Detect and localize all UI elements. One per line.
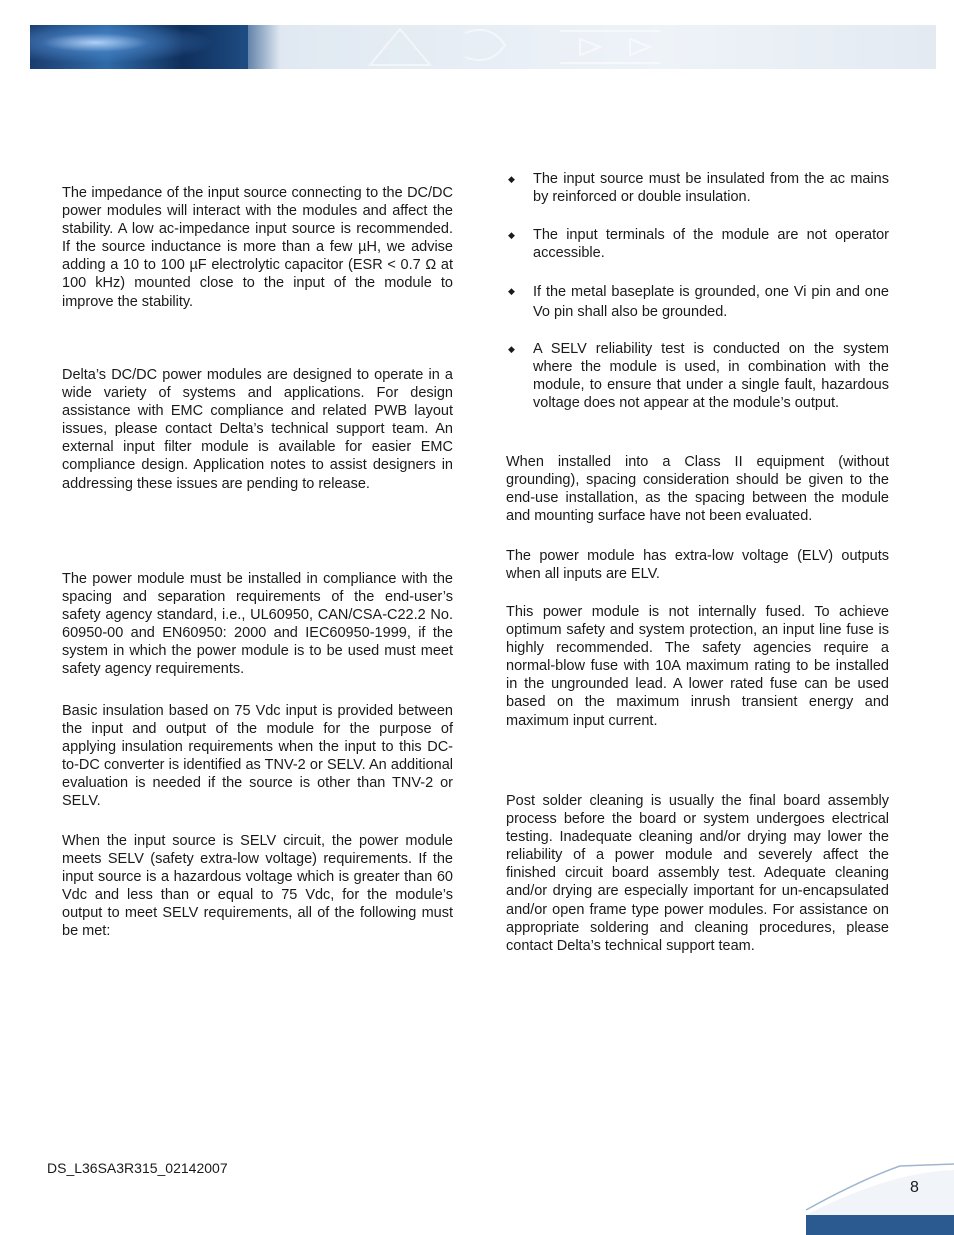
banner-fade [240, 25, 280, 69]
header-banner [30, 25, 936, 69]
bullet-text: A SELV reliability test is conducted on the system where the module is used, in combination with the module, to ensure that under a single fault, hazardous voltage does not appear at the module’s output. [533, 341, 889, 412]
class-ii-paragraph: When installed into a Class II equipment (without grounding), spacing consideration should be given to the end-use installation, as the spacing between the module and mounting surface have not been evaluated. [506, 454, 889, 525]
list-item [506, 170, 889, 206]
bullet-text: The input terminals of the module are not operator accessible. [533, 227, 889, 262]
elv-paragraph: The power module has extra-low voltage (ELV) outputs when all inputs are ELV. [506, 548, 889, 583]
bullet-icon: ◆ [508, 344, 515, 354]
bullet-icon: ◆ [508, 230, 515, 240]
list-item [506, 282, 889, 322]
cleaning-paragraph: Post solder cleaning is usually the final board assembly process before the board or system undergoes electrical testing. Inadequate cleaning and/or drying may lower the reliability of a power module and severely affect the finished circuit board assembly test. Adequate cleaning and/or drying are especially important for un-encapsulated and/or open frame type power modules. For assistance on appropriate soldering and cleaning procedures, please contact Delta’s technical support team. [506, 793, 889, 954]
fuse-paragraph: This power module is not internally fused. To achieve optimum safety and system protection, an input line fuse is highly recommended. The safety agencies require a normal-blow fuse with 10A maximum rating to be installed in the ungrounded lead. A lower rated fuse can be used based on the maximum inrush transient energy and maximum input current. [506, 604, 889, 729]
list-item [506, 340, 889, 412]
emc-paragraph: Delta’s DC/DC power modules are designed to operate in a wide variety of systems and applications. For design assistance with EMC compliance and related PWB layout issues, please contact Delta’s technical support team. An external input filter module is available for easier EMC compliance design. Application notes to assist designers in addressing these issues are pending to release. [62, 367, 453, 492]
bullet-icon: ◆ [508, 286, 515, 296]
banner-photo [30, 25, 248, 69]
corner-swoosh [800, 1160, 954, 1216]
banner-watermark [330, 25, 930, 69]
bullet-text: The input source must be insulated from the ac mains by reinforced or double insulation. [533, 171, 889, 206]
basic-insulation-paragraph: Basic insulation based on 75 Vdc input is provided between the input and output of the module for the purpose of applying insulation requirements when the input to this DC-to-DC converter is identified as TNV-2 or SELV. An additional evaluation is needed if the source is other than TNV-2 or SELV. [62, 703, 453, 810]
page-number: 8 [910, 1179, 919, 1196]
safety-standard-paragraph: The power module must be installed in compliance with the spacing and separation requirements of the end-user’s safety agency standard, i.e., UL60950, CAN/CSA-C22.2 No. 60950-00 and EN60950: 2000 and IEC60950-1999, if the system in which the power module is to be used must meet safety agency requirements. [62, 571, 453, 678]
bullet-icon: ◆ [508, 174, 515, 184]
bullet-text: If the metal baseplate is grounded, one Vi pin and one Vo pin shall also be grounded. [533, 284, 889, 320]
input-source-impedance-paragraph: The impedance of the input source connecting to the DC/DC power modules will interact with the modules and affect the stability. A low ac-impedance input source is recommended. If the source inductance is more than a few µH, we advise adding a 10 to 100 µF electrolytic capacitor (ESR < 0.7 Ω at 100 kHz) mounted close to the input of the module to improve the stability. [62, 185, 453, 310]
footer-bar [806, 1215, 954, 1235]
document-id: DS_L36SA3R315_02142007 [47, 1160, 228, 1176]
selv-paragraph: When the input source is SELV circuit, the power module meets SELV (safety extra-low voltage) requirements. If the input source is a hazardous voltage which is greater than 60 Vdc and less than or equal to 75 Vdc, for the module’s output to meet SELV requirements, all of the following must be met: [62, 833, 453, 940]
list-item [506, 226, 889, 262]
